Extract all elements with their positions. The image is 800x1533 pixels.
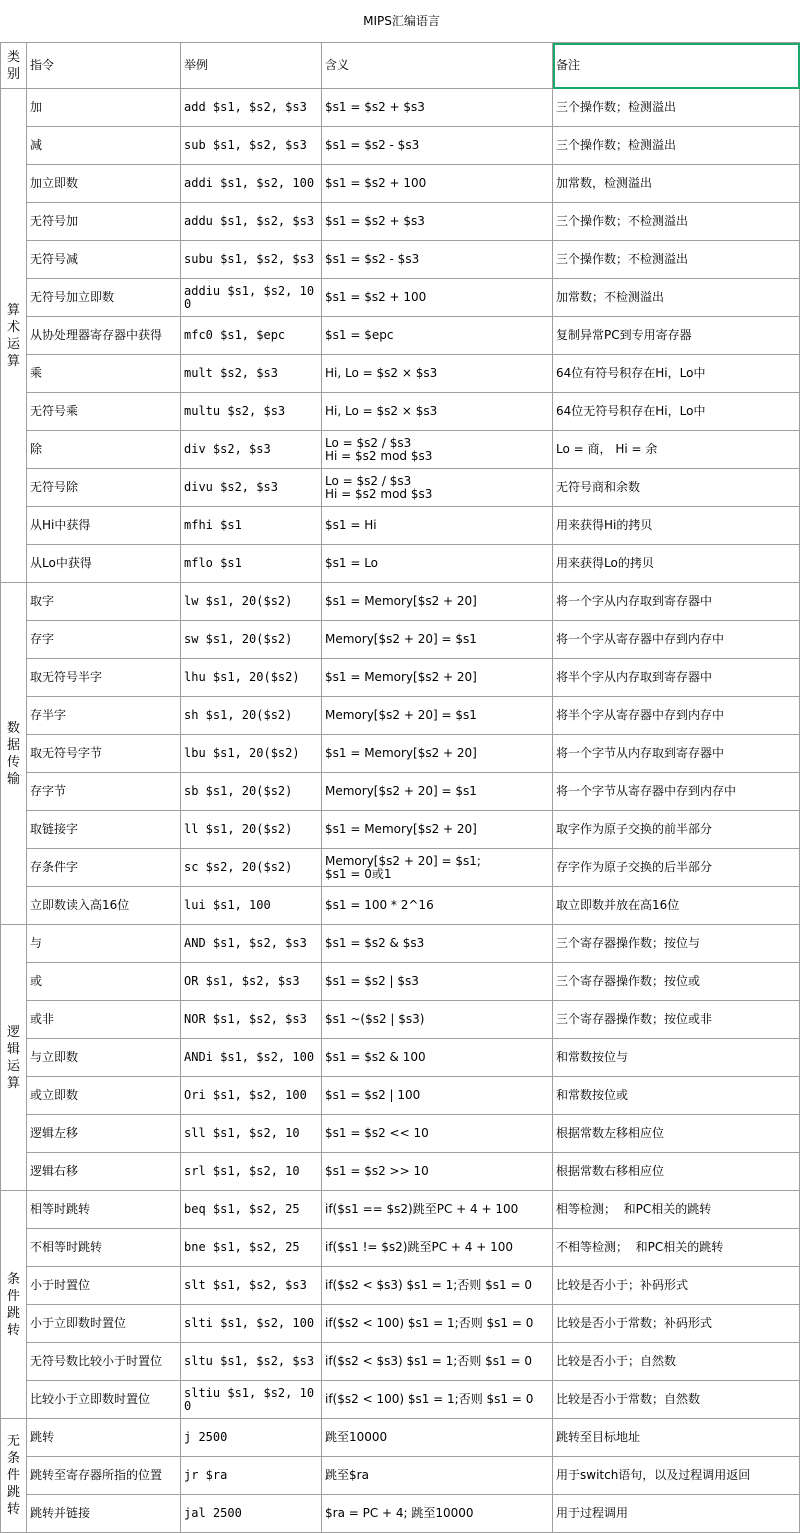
table-row bbox=[1, 697, 800, 735]
table-row bbox=[1, 431, 800, 469]
table-row bbox=[1, 963, 800, 1001]
instruction-cell[interactable]: 相等时跳转 bbox=[27, 1191, 181, 1229]
meaning-cell[interactable]: $s1 = $s2 + 100 bbox=[322, 165, 553, 203]
table-row bbox=[1, 735, 800, 773]
notes-cell[interactable]: 比较是否小于；补码形式 bbox=[553, 1267, 800, 1305]
category-cell[interactable] bbox=[1, 925, 27, 1191]
instruction-cell[interactable]: 存半字 bbox=[27, 697, 181, 735]
category-cell[interactable] bbox=[1, 1191, 27, 1419]
notes-cell[interactable]: 加常数；不检测溢出 bbox=[553, 279, 800, 317]
example-cell[interactable]: OR $s1, $s2, $s3 bbox=[181, 963, 322, 1001]
example-cell[interactable]: sh $s1, 20($s2) bbox=[181, 697, 322, 735]
table-row bbox=[1, 1267, 800, 1305]
example-cell[interactable]: lw $s1, 20($s2) bbox=[181, 583, 322, 621]
notes-cell[interactable]: 比较是否小于；自然数 bbox=[553, 1343, 800, 1381]
instruction-cell[interactable]: 立即数读入高16位 bbox=[27, 887, 181, 925]
example-cell[interactable]: bne $s1, $s2, 25 bbox=[181, 1229, 322, 1267]
instruction-cell[interactable]: 比较小于立即数时置位 bbox=[27, 1381, 181, 1419]
instruction-cell[interactable]: 存字 bbox=[27, 621, 181, 659]
table-row bbox=[1, 773, 800, 811]
notes-cell[interactable]: 三个操作数；检测溢出 bbox=[553, 127, 800, 165]
meaning-cell[interactable]: Memory[$s2 + 20] = $s1 bbox=[322, 621, 553, 659]
category-cell[interactable] bbox=[1, 89, 27, 583]
meaning-cell[interactable]: $s1 = $s2 >> 10 bbox=[322, 1153, 553, 1191]
example-cell[interactable]: add $s1, $s2, $s3 bbox=[181, 89, 322, 127]
instruction-cell[interactable]: 与 bbox=[27, 925, 181, 963]
example-cell[interactable]: lbu $s1, 20($s2) bbox=[181, 735, 322, 773]
notes-cell[interactable]: 将半个字从内存取到寄存器中 bbox=[553, 659, 800, 697]
instruction-cell[interactable]: 减 bbox=[27, 127, 181, 165]
table-row bbox=[1, 393, 800, 431]
meaning-cell[interactable]: Memory[$s2 + 20] = $s1 bbox=[322, 697, 553, 735]
table-row bbox=[1, 1495, 800, 1533]
header-instruction[interactable]: 指令 bbox=[27, 43, 181, 89]
instruction-cell[interactable]: 跳转并链接 bbox=[27, 1495, 181, 1533]
table-row bbox=[1, 659, 800, 697]
example-cell[interactable]: lui $s1, 100 bbox=[181, 887, 322, 925]
meaning-cell[interactable]: Lo = $s2 / $s3 Hi = $s2 mod $s3 bbox=[322, 431, 553, 469]
instruction-cell[interactable]: 小于立即数时置位 bbox=[27, 1305, 181, 1343]
notes-cell[interactable]: 三个操作数；不检测溢出 bbox=[553, 203, 800, 241]
category-label: 条件跳转 bbox=[6, 1271, 20, 1338]
notes-cell[interactable]: 将半个字从寄存器中存到内存中 bbox=[553, 697, 800, 735]
notes-cell[interactable]: 跳转至目标地址 bbox=[553, 1419, 800, 1457]
instruction-cell[interactable]: 加立即数 bbox=[27, 165, 181, 203]
instruction-cell[interactable]: 取无符号半字 bbox=[27, 659, 181, 697]
table-row bbox=[1, 89, 800, 127]
notes-cell[interactable]: 64位无符号积存在Hi，Lo中 bbox=[553, 393, 800, 431]
example-cell[interactable]: j 2500 bbox=[181, 1419, 322, 1457]
category-label: 算术运算 bbox=[6, 302, 20, 369]
category-cell[interactable] bbox=[1, 1419, 27, 1533]
meaning-cell[interactable]: $s1 = $s2 - $s3 bbox=[322, 127, 553, 165]
table-row bbox=[1, 1039, 800, 1077]
table-row bbox=[1, 1191, 800, 1229]
meaning-cell[interactable]: if($s1 != $s2)跳至PC + 4 + 100 bbox=[322, 1229, 553, 1267]
example-cell[interactable]: sw $s1, 20($s2) bbox=[181, 621, 322, 659]
example-cell[interactable]: beq $s1, $s2, 25 bbox=[181, 1191, 322, 1229]
meaning-cell[interactable]: $ra = PC + 4; 跳至10000 bbox=[322, 1495, 553, 1533]
notes-cell[interactable]: 三个操作数；检测溢出 bbox=[553, 89, 800, 127]
notes-cell[interactable]: 将一个字从寄存器中存到内存中 bbox=[553, 621, 800, 659]
table-row bbox=[1, 469, 800, 507]
example-cell[interactable]: subu $s1, $s2, $s3 bbox=[181, 241, 322, 279]
meaning-cell[interactable]: Lo = $s2 / $s3 Hi = $s2 mod $s3 bbox=[322, 469, 553, 507]
example-cell[interactable]: sb $s1, 20($s2) bbox=[181, 773, 322, 811]
meaning-cell[interactable]: Hi, Lo = $s2 × $s3 bbox=[322, 355, 553, 393]
table-row bbox=[1, 279, 800, 317]
table-row bbox=[1, 1077, 800, 1115]
meaning-cell[interactable]: $s1 = $s2 + $s3 bbox=[322, 89, 553, 127]
meaning-cell[interactable]: $s1 = $s2 - $s3 bbox=[322, 241, 553, 279]
header-example[interactable]: 举例 bbox=[181, 43, 322, 89]
meaning-cell[interactable]: Hi, Lo = $s2 × $s3 bbox=[322, 393, 553, 431]
example-cell[interactable]: slti $s1, $s2, 100 bbox=[181, 1305, 322, 1343]
notes-cell[interactable]: 根据常数左移相应位 bbox=[553, 1115, 800, 1153]
notes-cell[interactable]: 用来获得Hi的拷贝 bbox=[553, 507, 800, 545]
meaning-cell[interactable]: Memory[$s2 + 20] = $s1 bbox=[322, 773, 553, 811]
table-row bbox=[1, 887, 800, 925]
notes-cell[interactable]: 不相等检测； 和PC相关的跳转 bbox=[553, 1229, 800, 1267]
notes-cell[interactable]: 将一个字从内存取到寄存器中 bbox=[553, 583, 800, 621]
example-cell[interactable]: mfhi $s1 bbox=[181, 507, 322, 545]
notes-cell[interactable]: 和常数按位与 bbox=[553, 1039, 800, 1077]
instruction-cell[interactable]: 存字节 bbox=[27, 773, 181, 811]
meaning-cell[interactable]: $s1 = $epc bbox=[322, 317, 553, 355]
table-row bbox=[1, 1305, 800, 1343]
meaning-cell[interactable]: if($s2 < $s3) $s1 = 1;否则 $s1 = 0 bbox=[322, 1343, 553, 1381]
instruction-cell[interactable]: 无符号加立即数 bbox=[27, 279, 181, 317]
meaning-cell[interactable]: Memory[$s2 + 20] = $s1; $s1 = 0或1 bbox=[322, 849, 553, 887]
notes-cell[interactable]: 复制异常PC到专用寄存器 bbox=[553, 317, 800, 355]
example-cell[interactable]: multu $s2, $s3 bbox=[181, 393, 322, 431]
notes-cell[interactable]: 取立即数并放在高16位 bbox=[553, 887, 800, 925]
header-notes[interactable]: 备注 bbox=[553, 43, 800, 89]
instruction-cell[interactable]: 跳转 bbox=[27, 1419, 181, 1457]
notes-cell[interactable]: 无符号商和余数 bbox=[553, 469, 800, 507]
instruction-cell[interactable]: 逻辑左移 bbox=[27, 1115, 181, 1153]
notes-cell[interactable]: 相等检测； 和PC相关的跳转 bbox=[553, 1191, 800, 1229]
meaning-cell[interactable]: if($s1 == $s2)跳至PC + 4 + 100 bbox=[322, 1191, 553, 1229]
notes-cell[interactable]: 将一个字节从内存取到寄存器中 bbox=[553, 735, 800, 773]
example-cell[interactable]: NOR $s1, $s2, $s3 bbox=[181, 1001, 322, 1039]
meaning-cell[interactable]: $s1 = $s2 & $s3 bbox=[322, 925, 553, 963]
header-meaning[interactable]: 含义 bbox=[322, 43, 553, 89]
category-label: 无条件跳转 bbox=[6, 1434, 20, 1517]
example-cell[interactable]: mfc0 $s1, $epc bbox=[181, 317, 322, 355]
table-row bbox=[1, 203, 800, 241]
notes-cell[interactable]: 将一个字节从寄存器中存到内存中 bbox=[553, 773, 800, 811]
notes-cell[interactable]: 三个操作数；不检测溢出 bbox=[553, 241, 800, 279]
instruction-cell[interactable]: 跳转至寄存器所指的位置 bbox=[27, 1457, 181, 1495]
example-cell[interactable]: slt $s1, $s2, $s3 bbox=[181, 1267, 322, 1305]
meaning-cell[interactable]: $s1 = $s2 & 100 bbox=[322, 1039, 553, 1077]
example-cell[interactable]: jal 2500 bbox=[181, 1495, 322, 1533]
table-row bbox=[1, 1153, 800, 1191]
instruction-cell[interactable]: 逻辑右移 bbox=[27, 1153, 181, 1191]
example-cell[interactable]: addu $s1, $s2, $s3 bbox=[181, 203, 322, 241]
meaning-cell[interactable]: $s1 = Hi bbox=[322, 507, 553, 545]
meaning-cell[interactable]: $s1 = Memory[$s2 + 20] bbox=[322, 659, 553, 697]
example-cell[interactable]: mflo $s1 bbox=[181, 545, 322, 583]
notes-cell[interactable]: 三个寄存器操作数；按位或 bbox=[553, 963, 800, 1001]
table-row bbox=[1, 165, 800, 203]
table-row bbox=[1, 127, 800, 165]
notes-cell[interactable]: 根据常数右移相应位 bbox=[553, 1153, 800, 1191]
meaning-cell[interactable]: $s1 = $s2 + 100 bbox=[322, 279, 553, 317]
table-row bbox=[1, 241, 800, 279]
meaning-cell[interactable]: $s1 = Memory[$s2 + 20] bbox=[322, 811, 553, 849]
notes-cell[interactable]: Lo = 商， Hi = 余 bbox=[553, 431, 800, 469]
table-row bbox=[1, 621, 800, 659]
meaning-cell[interactable]: if($s2 < 100) $s1 = 1;否则 $s1 = 0 bbox=[322, 1305, 553, 1343]
instruction-cell[interactable]: 从Lo中获得 bbox=[27, 545, 181, 583]
example-cell[interactable]: sltu $s1, $s2, $s3 bbox=[181, 1343, 322, 1381]
notes-cell[interactable]: 用于过程调用 bbox=[553, 1495, 800, 1533]
example-cell[interactable]: addi $s1, $s2, 100 bbox=[181, 165, 322, 203]
example-cell[interactable]: div $s2, $s3 bbox=[181, 431, 322, 469]
meaning-cell[interactable]: $s1 = Memory[$s2 + 20] bbox=[322, 735, 553, 773]
meaning-cell[interactable]: $s1 = $s2 | $s3 bbox=[322, 963, 553, 1001]
table-row bbox=[1, 317, 800, 355]
notes-cell[interactable]: 用于switch语句，以及过程调用返回 bbox=[553, 1457, 800, 1495]
notes-cell[interactable]: 用来获得Lo的拷贝 bbox=[553, 545, 800, 583]
example-cell[interactable]: lhu $s1, 20($s2) bbox=[181, 659, 322, 697]
example-cell[interactable]: sc $s2, 20($s2) bbox=[181, 849, 322, 887]
table-row bbox=[1, 1229, 800, 1267]
notes-cell[interactable]: 和常数按位或 bbox=[553, 1077, 800, 1115]
instruction-cell[interactable]: 与立即数 bbox=[27, 1039, 181, 1077]
table-row bbox=[1, 849, 800, 887]
example-cell[interactable]: sltiu $s1, $s2, 100 bbox=[181, 1381, 322, 1419]
table-row bbox=[1, 811, 800, 849]
meaning-cell[interactable]: if($s2 < 100) $s1 = 1;否则 $s1 = 0 bbox=[322, 1381, 553, 1419]
instruction-cell[interactable]: 无符号除 bbox=[27, 469, 181, 507]
table-row bbox=[1, 355, 800, 393]
instruction-cell[interactable]: 取无符号字节 bbox=[27, 735, 181, 773]
table-row bbox=[1, 1343, 800, 1381]
instruction-cell[interactable]: 或非 bbox=[27, 1001, 181, 1039]
table-row bbox=[1, 1381, 800, 1419]
notes-cell[interactable]: 加常数，检测溢出 bbox=[553, 165, 800, 203]
instruction-cell[interactable]: 无符号乘 bbox=[27, 393, 181, 431]
instruction-cell[interactable]: 取链接字 bbox=[27, 811, 181, 849]
example-cell[interactable]: jr $ra bbox=[181, 1457, 322, 1495]
example-cell[interactable]: ll $s1, 20($s2) bbox=[181, 811, 322, 849]
notes-cell[interactable]: 64位有符号积存在Hi，Lo中 bbox=[553, 355, 800, 393]
category-cell[interactable] bbox=[1, 583, 27, 925]
example-cell[interactable]: addiu $s1, $s2, 100 bbox=[181, 279, 322, 317]
meaning-cell[interactable]: $s1 = $s2 | 100 bbox=[322, 1077, 553, 1115]
instruction-cell[interactable]: 不相等时跳转 bbox=[27, 1229, 181, 1267]
table-row bbox=[1, 925, 800, 963]
meaning-cell[interactable]: 跳至$ra bbox=[322, 1457, 553, 1495]
instruction-cell[interactable]: 无符号数比较小于时置位 bbox=[27, 1343, 181, 1381]
example-cell[interactable]: ANDi $s1, $s2, 100 bbox=[181, 1039, 322, 1077]
instruction-cell[interactable]: 无符号加 bbox=[27, 203, 181, 241]
notes-cell[interactable]: 存字作为原子交换的后半部分 bbox=[553, 849, 800, 887]
table-row bbox=[1, 1115, 800, 1153]
table-title[interactable]: MIPS汇编语言 bbox=[1, 1, 800, 43]
instruction-cell[interactable]: 取字 bbox=[27, 583, 181, 621]
instruction-cell[interactable]: 存条件字 bbox=[27, 849, 181, 887]
example-cell[interactable]: sll $s1, $s2, 10 bbox=[181, 1115, 322, 1153]
meaning-cell[interactable]: $s1 ~($s2 | $s3) bbox=[322, 1001, 553, 1039]
notes-cell[interactable]: 三个寄存器操作数；按位与 bbox=[553, 925, 800, 963]
meaning-cell[interactable]: if($s2 < $s3) $s1 = 1;否则 $s1 = 0 bbox=[322, 1267, 553, 1305]
instruction-cell[interactable]: 从Hi中获得 bbox=[27, 507, 181, 545]
notes-cell[interactable]: 比较是否小于常数；自然数 bbox=[553, 1381, 800, 1419]
table-row bbox=[1, 583, 800, 621]
instruction-cell[interactable]: 除 bbox=[27, 431, 181, 469]
category-label: 数据传输 bbox=[6, 720, 20, 787]
example-cell[interactable]: Ori $s1, $s2, 100 bbox=[181, 1077, 322, 1115]
example-cell[interactable]: divu $s2, $s3 bbox=[181, 469, 322, 507]
category-label: 逻辑运算 bbox=[6, 1024, 20, 1091]
table-row bbox=[1, 545, 800, 583]
instruction-cell[interactable]: 或立即数 bbox=[27, 1077, 181, 1115]
table-row bbox=[1, 507, 800, 545]
instruction-cell[interactable]: 加 bbox=[27, 89, 181, 127]
meaning-cell[interactable]: $s1 = Memory[$s2 + 20] bbox=[322, 583, 553, 621]
notes-cell[interactable]: 比较是否小于常数；补码形式 bbox=[553, 1305, 800, 1343]
example-cell[interactable]: sub $s1, $s2, $s3 bbox=[181, 127, 322, 165]
table-row bbox=[1, 1419, 800, 1457]
instruction-cell[interactable]: 小于时置位 bbox=[27, 1267, 181, 1305]
meaning-cell[interactable]: $s1 = $s2 << 10 bbox=[322, 1115, 553, 1153]
table-row bbox=[1, 1001, 800, 1039]
meaning-cell[interactable]: $s1 = 100 * 2^16 bbox=[322, 887, 553, 925]
example-cell[interactable]: srl $s1, $s2, 10 bbox=[181, 1153, 322, 1191]
example-cell[interactable]: mult $s2, $s3 bbox=[181, 355, 322, 393]
meaning-cell[interactable]: $s1 = $s2 + $s3 bbox=[322, 203, 553, 241]
instruction-cell[interactable]: 无符号减 bbox=[27, 241, 181, 279]
meaning-cell[interactable]: 跳至10000 bbox=[322, 1419, 553, 1457]
instruction-cell[interactable]: 乘 bbox=[27, 355, 181, 393]
header-category[interactable]: 类别 bbox=[1, 43, 27, 89]
instruction-cell[interactable]: 或 bbox=[27, 963, 181, 1001]
instruction-cell[interactable]: 从协处理器寄存器中获得 bbox=[27, 317, 181, 355]
notes-cell[interactable]: 取字作为原子交换的前半部分 bbox=[553, 811, 800, 849]
example-cell[interactable]: AND $s1, $s2, $s3 bbox=[181, 925, 322, 963]
table-row bbox=[1, 1457, 800, 1495]
notes-cell[interactable]: 三个寄存器操作数；按位或非 bbox=[553, 1001, 800, 1039]
meaning-cell[interactable]: $s1 = Lo bbox=[322, 545, 553, 583]
